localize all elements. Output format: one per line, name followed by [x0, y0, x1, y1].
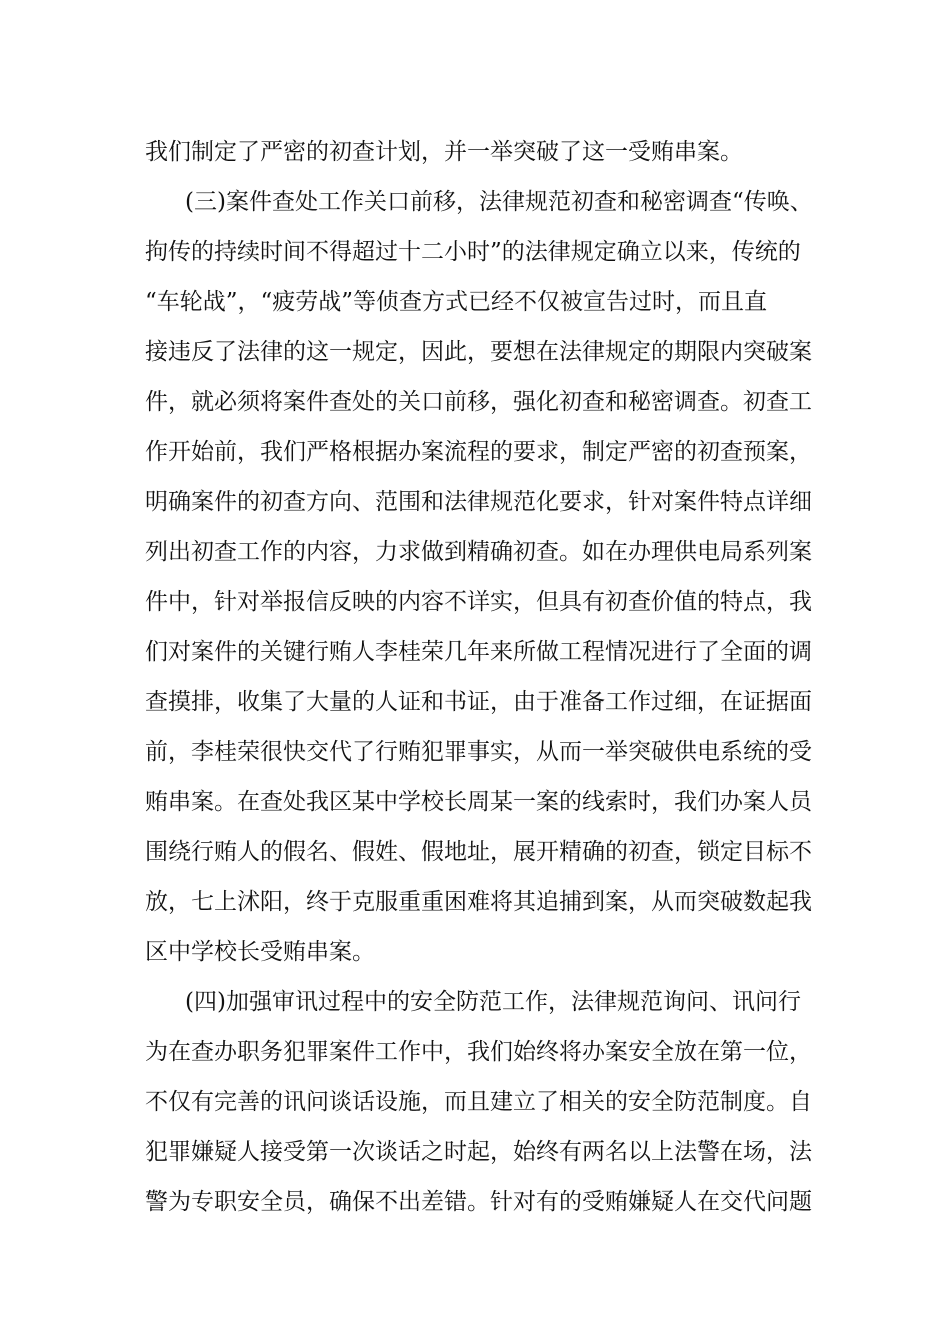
text-line: 放，七上沭阳，终于克服重重困难将其追捕到案，从而突破数起我: [145, 889, 812, 915]
body-text: [145, 127, 815, 1227]
text-line: 们对案件的关键行贿人李桂荣几年来所做工程情况进行了全面的调: [145, 639, 812, 665]
text-line: 查摸排，收集了大量的人证和书证，由于准备工作过细，在证据面: [145, 689, 812, 715]
text-line: 件中，针对举报信反映的内容不详实，但具有初查价值的特点，我: [145, 589, 812, 615]
text-line: 围绕行贿人的假名、假姓、假地址，展开精确的初查，锁定目标不: [145, 839, 812, 865]
text-line: 接违反了法律的这一规定，因此，要想在法律规定的期限内突破案: [145, 339, 812, 365]
text-line: 警为专职安全员，确保不出差错。针对有的受贿嫌疑人在交代问题: [145, 1189, 812, 1215]
text-line: 我们制定了严密的初查计划，并一举突破了这一受贿串案。: [145, 139, 743, 165]
section-4-heading-line: (四)加强审讯过程中的安全防范工作，法律规范询问、讯问行: [185, 989, 801, 1015]
text-line: 前，李桂荣很快交代了行贿犯罪事实，从而一举突破供电系统的受: [145, 739, 812, 765]
text-line: 拘传的持续时间不得超过十二小时”的法律规定确立以来，传统的: [145, 239, 801, 265]
text-line: 贿串案。在查处我区某中学校长周某一案的线索时，我们办案人员: [145, 789, 812, 815]
text-line: 件，就必须将案件查处的关口前移，强化初查和秘密调查。初查工: [145, 389, 812, 415]
text-line: 明确案件的初查方向、范围和法律规范化要求，针对案件特点详细: [145, 489, 812, 515]
text-line: “车轮战”，“疲劳战”等侦查方式已经不仅被宣告过时，而且直: [145, 289, 768, 315]
text-line: 犯罪嫌疑人接受第一次谈话之时起，始终有两名以上法警在场，法: [145, 1139, 812, 1165]
section-3-heading-line: (三)案件查处工作关口前移，法律规范初查和秘密调查“传唤、: [185, 189, 813, 215]
text-line: 作开始前，我们严格根据办案流程的要求，制定严密的初查预案，: [145, 439, 812, 465]
text-line: 区中学校长受贿串案。: [145, 939, 375, 965]
text-line: 不仅有完善的讯问谈话设施，而且建立了相关的安全防范制度。自: [145, 1089, 812, 1115]
text-line: 列出初查工作的内容，力求做到精确初查。如在办理供电局系列案: [145, 539, 812, 565]
text-line: 为在查办职务犯罪案件工作中，我们始终将办案安全放在第一位，: [145, 1039, 812, 1065]
